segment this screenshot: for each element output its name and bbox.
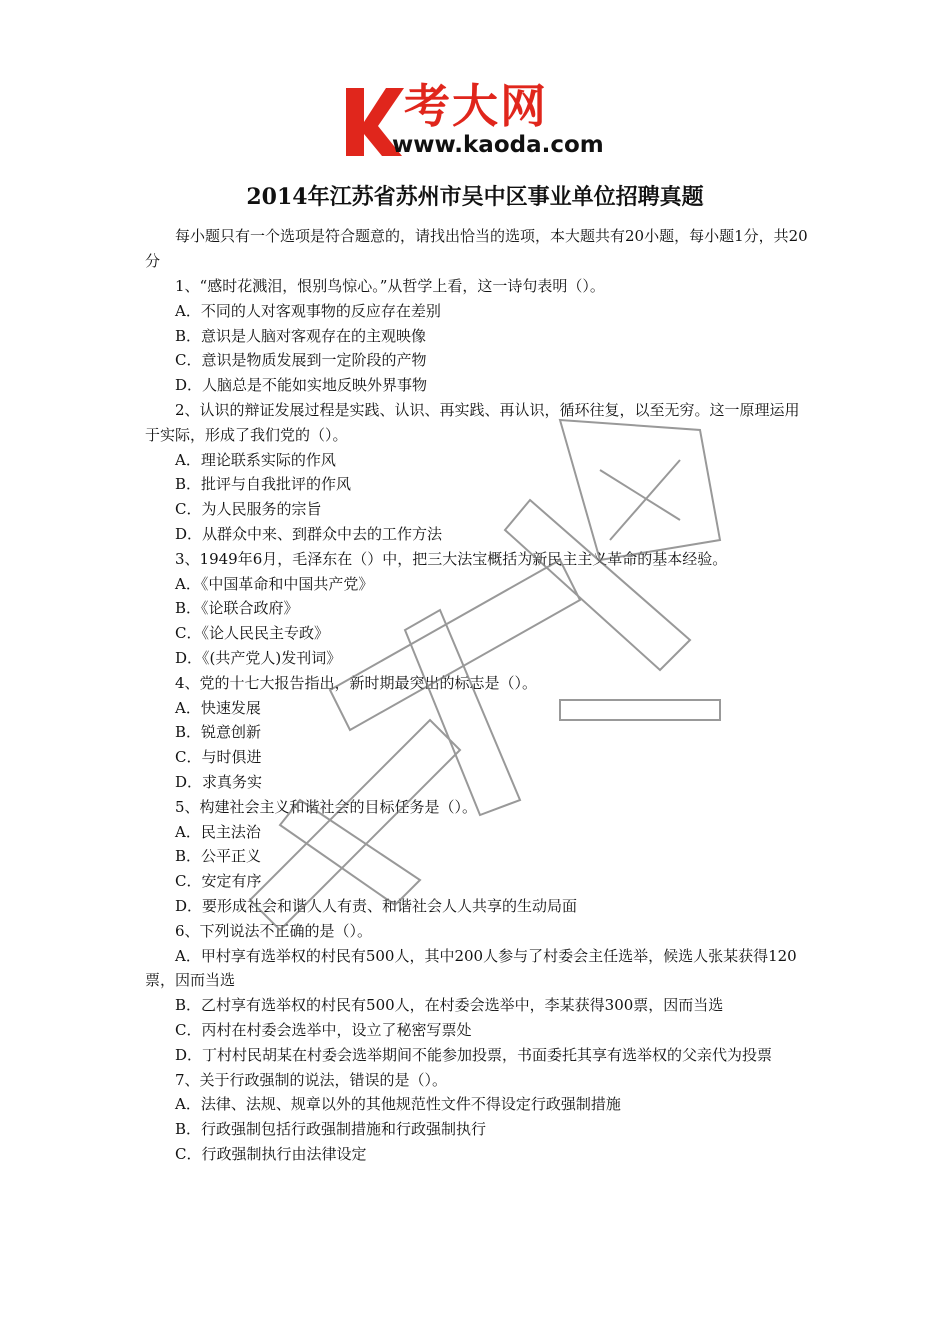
question-line: A．《中国革命和中国共产党》 xyxy=(175,574,374,593)
question-line: A．快速发展 xyxy=(175,698,261,717)
question-line: C．意识是物质发展到一定阶段的产物 xyxy=(175,351,427,370)
question-line: C．与时俱进 xyxy=(175,748,262,767)
instructions: 每小题只有一个选项是符合题意的，请找出恰当的选项，本大题共有20小题，每小题1分，共20分 xyxy=(145,227,808,270)
question-line: 5、构建社会主义和谐社会的目标任务是（）。 xyxy=(175,797,478,816)
question-line: B．锐意创新 xyxy=(175,723,262,742)
question-line: A．理论联系实际的作风 xyxy=(175,450,336,469)
question-line: B．《论联合政府》 xyxy=(175,599,299,618)
question-line: D．要形成社会和谐人人有责、和谐社会人人共享的生动局面 xyxy=(175,896,578,915)
kaoda-logo xyxy=(342,79,662,162)
question-line: B．行政强制包括行政强制措施和行政强制执行 xyxy=(175,1120,487,1139)
question-line: A．不同的人对客观事物的反应存在差别 xyxy=(175,301,441,320)
question-line: 6、下列说法不正确的是（）。 xyxy=(175,921,373,940)
question-line: 7、关于行政强制的说法，错误的是（）。 xyxy=(175,1070,448,1089)
question-line: 2、认识的辩证发展过程是实践、认识、再实践、再认识，循环往复，以至无穷。这一原理运用于实际，形成了我们党的（）。 xyxy=(145,400,800,444)
question-line: A．法律、法规、规章以外的其他规范性文件不得设定行政强制措施 xyxy=(175,1095,621,1114)
question-line: 1、“感时花溅泪，恨别鸟惊心。”从哲学上看，这一诗句表明（）。 xyxy=(175,277,605,295)
question-line: C．为人民服务的宗旨 xyxy=(175,500,322,519)
question-line: D．丁村村民胡某在村委会选举期间不能参加投票，书面委托其享有选举权的父亲代为投票 xyxy=(175,1045,773,1064)
question-line: C．《论人民民主专政》 xyxy=(175,624,329,643)
page-title: 2014年江苏省苏州市吴中区事业单位招聘真题 xyxy=(246,184,704,210)
question-line: D．人脑总是不能如实地反映外界事物 xyxy=(175,376,428,395)
document-body xyxy=(145,224,810,1167)
question-line: C．丙村在村委会选举中，设立了秘密写票处 xyxy=(175,1020,472,1039)
question-line: C．行政强制执行由法律设定 xyxy=(175,1144,367,1163)
question-line: 4、党的十七大报告指出，新时期最突出的标志是（）。 xyxy=(175,673,538,692)
question-line: 3、1949年6月，毛泽东在（）中，把三大法宝概括为新民主主义革命的基本经验。 xyxy=(175,549,728,568)
question-line: D．求真务实 xyxy=(175,772,263,791)
logo-url-text: www.kaoda.com xyxy=(392,132,604,158)
question-line: A．甲村享有选举权的村民有500人，其中200人参与了村委会主任选举，候选人张某获得120票，因而当选 xyxy=(145,946,797,990)
question-line: B．公平正义 xyxy=(175,847,262,866)
question-line: B．乙村享有选举权的村民有500人，在村委会选举中，李某获得300票，因而当选 xyxy=(175,996,724,1015)
question-line: D．从群众中来、到群众中去的工作方法 xyxy=(175,524,443,543)
question-line: D．《(共产党人)发刊词》 xyxy=(175,648,342,667)
question-line: B．批评与自我批评的作风 xyxy=(175,475,352,494)
question-line: B．意识是人脑对客观存在的主观映像 xyxy=(175,326,427,345)
question-line: A．民主法治 xyxy=(175,822,261,841)
question-line: C．安定有序 xyxy=(175,872,262,891)
logo-brand-text: 考大网 xyxy=(404,79,548,133)
question-list xyxy=(145,274,810,1167)
